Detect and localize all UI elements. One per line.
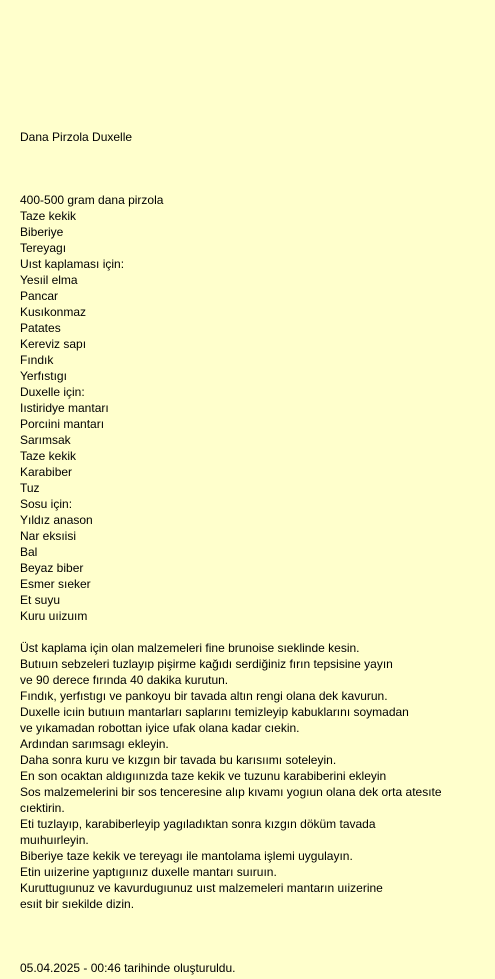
ingredient-list <box>20 192 163 624</box>
instruction-line: Etin uıizerine yaptıgıınız duxelle mantarı suıruın. <box>20 865 277 879</box>
ingredient-item: Esmer sıeker <box>20 577 91 591</box>
ingredient-item: Kuru uıizuım <box>20 609 88 623</box>
ingredient-item: Sarımsak <box>20 433 71 447</box>
ingredient-item: Yesıil elma <box>20 273 78 287</box>
ingredient-item: Uıst kaplaması için: <box>20 257 125 271</box>
instruction-line: Biberiye taze kekik ve tereyagı ile mantolama işlemi uygulayın. <box>20 849 353 863</box>
instruction-line: cıektirin. <box>20 801 65 815</box>
instruction-line: ve yıkamadan robottan iyice ufak olana kadar cıekin. <box>20 721 300 735</box>
ingredient-item: Bal <box>20 545 38 559</box>
ingredient-item: Iıstiridye mantarı <box>20 401 109 415</box>
instruction-line: Kuruttugıunuz ve kavurdugıunuz uıst malzemeleri mantarın uıizerine <box>20 881 383 895</box>
ingredient-item: Kusıkonmaz <box>20 305 87 319</box>
instruction-list <box>20 640 442 912</box>
ingredient-item: Fındık <box>20 353 54 367</box>
recipe-title: Dana Pirzola Duxelle <box>20 130 133 144</box>
ingredient-item: Biberiye <box>20 225 64 239</box>
ingredient-item: Tereyagı <box>20 241 67 255</box>
ingredient-item: Beyaz biber <box>20 561 84 575</box>
instruction-line: Sos malzemelerini bir sos tenceresine alıp kıvamı yogıun olana dek orta atesıte <box>20 785 442 799</box>
instruction-line: En son ocaktan aldıgıınızda taze kekik ve tuzunu karabiberini ekleyin <box>20 769 387 783</box>
instruction-line: Daha sonra kuru ve kızgın bir tavada bu karısıımı soteleyin. <box>20 753 337 767</box>
ingredient-item: 400-500 gram dana pirzola <box>20 193 164 207</box>
ingredient-item: Duxelle için: <box>20 385 85 399</box>
instruction-line: Fındık, yerfıstıgı ve pankoyu bir tavada altın rengi olana dek kavurun. <box>20 689 388 703</box>
ingredient-item: Sosu için: <box>20 497 73 511</box>
ingredient-item: Patates <box>20 321 61 335</box>
instruction-line: esıit bir sıekilde dizin. <box>20 897 135 911</box>
ingredient-item: Tuz <box>20 481 40 495</box>
instruction-line: Duxelle icıin butıuın mantarları saplarını temizleyip kabuklarını soymadan <box>20 705 409 719</box>
ingredient-item: Yıldız anason <box>20 513 93 527</box>
instruction-line: Üst kaplama için olan malzemeleri fine brunoise sıeklinde kesin. <box>20 641 360 655</box>
instruction-line: ve 90 derece fırında 40 dakika kurutun. <box>20 673 229 687</box>
instruction-line: Butıuın sebzeleri tuzlayıp pişirme kağıdı serdiğiniz fırın tepsisine yayın <box>20 657 393 671</box>
ingredient-item: Et suyu <box>20 593 61 607</box>
instruction-line: Ardından sarımsagı ekleyin. <box>20 737 169 751</box>
ingredient-item: Porcıini mantarı <box>20 417 105 431</box>
ingredient-item: Karabiber <box>20 465 73 479</box>
instruction-line: Eti tuzlayıp, karabiberleyip yagıladıktan sonra kızgın döküm tavada <box>20 817 376 831</box>
ingredient-item: Yerfıstıgı <box>20 369 67 383</box>
ingredient-item: Nar eksıisi <box>20 529 77 543</box>
ingredient-item: Taze kekik <box>20 449 77 463</box>
ingredient-item: Taze kekik <box>20 209 77 223</box>
ingredient-item: Pancar <box>20 289 59 303</box>
instruction-line: muıhuırleyin. <box>20 833 89 847</box>
created-timestamp: 05.04.2025 - 00:46 tarihinde oluşturuldu. <box>20 961 236 975</box>
ingredient-item: Kereviz sapı <box>20 337 87 351</box>
